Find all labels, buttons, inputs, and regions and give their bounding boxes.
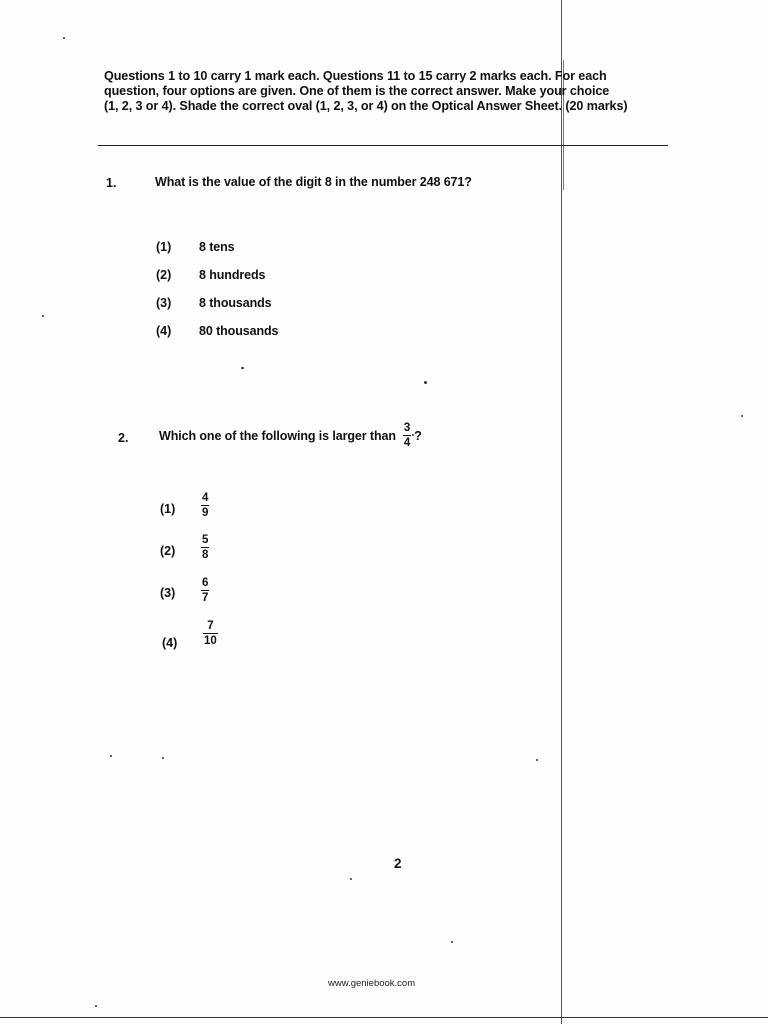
question-1-option-4-text: 80 thousands — [199, 324, 279, 338]
question-1-text: What is the value of the digit 8 in the number 248 671? — [155, 175, 472, 189]
scan-speck — [42, 315, 44, 317]
question-1-option-3-label: (3) — [156, 296, 172, 310]
question-2-option-4-label: (4) — [162, 636, 178, 650]
scan-fold-line — [561, 0, 562, 1024]
question-2-option-1-fraction — [201, 492, 209, 519]
fraction-bar — [201, 547, 209, 548]
fraction-bar — [203, 633, 218, 634]
instructions-line-3: (1, 2, 3 or 4). Shade the correct oval (1, 2, 3, or 4) on the Optical Answer Sheet. (20 marks) — [104, 99, 628, 113]
option-2-numerator: 5 — [202, 534, 209, 546]
instructions-line-1: Questions 1 to 10 carry 1 mark each. Questions 11 to 15 carry 2 marks each. For each — [104, 69, 607, 83]
question-2-suffix: ? — [414, 428, 422, 443]
option-4-denominator: 10 — [204, 635, 217, 647]
question-2-fraction-numerator: 3 — [403, 422, 411, 434]
question-1-option-1-label: (1) — [156, 240, 172, 254]
scan-speck — [536, 759, 538, 761]
question-1-option-2-text: 8 hundreds — [199, 268, 266, 282]
page-bottom-edge — [0, 1017, 768, 1018]
option-4-numerator: 7 — [207, 620, 214, 632]
option-3-numerator: 6 — [202, 577, 209, 589]
instructions-line-2: question, four options are given. One of them is the correct answer. Make your choice — [104, 84, 610, 98]
instructions — [104, 69, 664, 114]
question-2-option-4-fraction — [203, 620, 218, 647]
option-3-denominator: 7 — [202, 592, 209, 604]
fraction-bar — [403, 435, 411, 436]
question-2-option-1-label: (1) — [160, 502, 176, 516]
question-2-option-3-fraction — [201, 577, 209, 604]
question-1-option-4-label: (4) — [156, 324, 172, 338]
scan-speck — [63, 37, 65, 39]
question-1-number: 1. — [106, 176, 117, 190]
question-2-stem — [159, 422, 422, 449]
scan-speck — [350, 878, 352, 880]
question-1-option-3-text: 8 thousands — [199, 296, 272, 310]
question-2-fraction — [403, 422, 411, 449]
scan-speck — [412, 434, 414, 436]
scan-speck — [451, 941, 453, 943]
question-2-option-2-label: (2) — [160, 544, 176, 558]
question-2-option-2-fraction — [201, 534, 209, 561]
footer-url: www.geniebook.com — [328, 978, 416, 989]
question-2-fraction-denominator: 4 — [403, 437, 411, 449]
option-2-denominator: 8 — [202, 549, 209, 561]
question-2-text: Which one of the following is larger than — [159, 428, 396, 443]
scan-speck — [162, 757, 164, 759]
fraction-bar — [201, 590, 209, 591]
page-number: 2 — [394, 856, 402, 871]
scan-speck — [741, 415, 743, 417]
scan-speck — [241, 367, 244, 369]
question-2-number: 2. — [118, 431, 129, 445]
option-1-numerator: 4 — [202, 492, 209, 504]
question-1-option-1-text: 8 tens — [199, 240, 235, 254]
scan-speck — [110, 755, 112, 757]
question-1-option-2-label: (2) — [156, 268, 172, 282]
scan-speck — [95, 1005, 97, 1007]
scan-speck — [424, 381, 427, 384]
question-2-option-3-label: (3) — [160, 586, 176, 600]
option-1-denominator: 9 — [202, 507, 209, 519]
section-divider — [98, 145, 668, 146]
fraction-bar — [201, 505, 209, 506]
